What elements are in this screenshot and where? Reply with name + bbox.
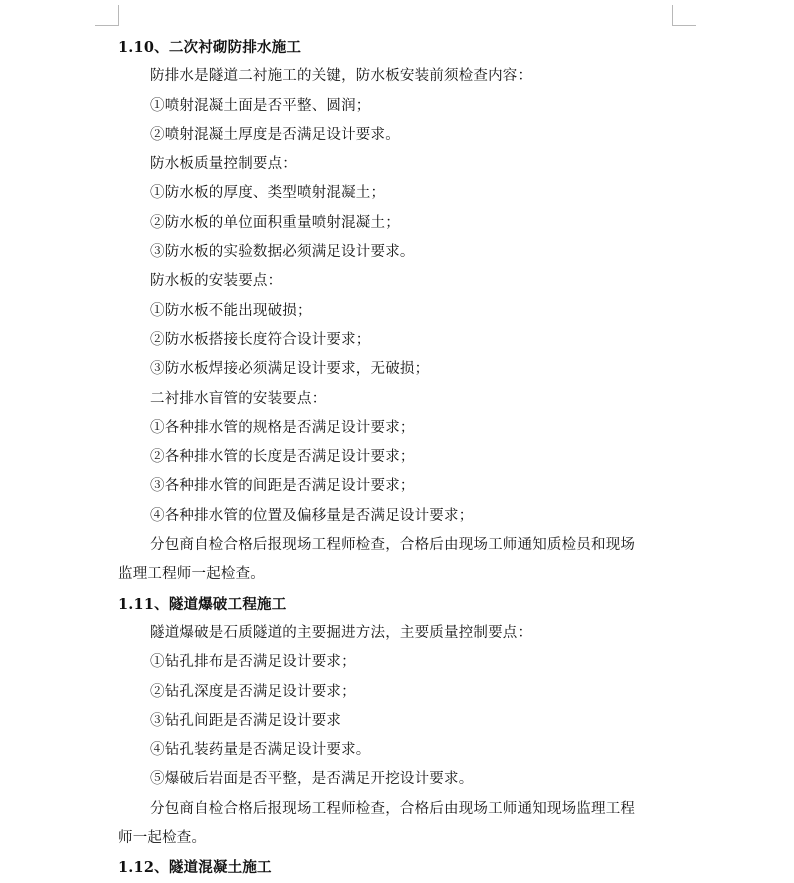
paragraph-line: ②各种排水管的长度是否满足设计要求； (150, 449, 415, 466)
closing-paragraph (118, 531, 678, 590)
crop-mark-top-right-vertical (672, 5, 673, 26)
section-heading: 1.12、隧道混凝土施工 (118, 859, 272, 877)
paragraph-line: 隧道爆破是石质隧道的主要掘进方法，主要质量控制要点： (150, 624, 533, 641)
paragraph-line: ③钻孔间距是否满足设计要求 (150, 712, 342, 729)
closing-paragraph-line-1: 分包商自检合格后报现场工程师检查，合格后由现场工师通知质检员和现场 (150, 537, 636, 554)
paragraph-line: ②防水板的单位面积重量喷射混凝土； (150, 214, 400, 231)
paragraph-line: ②防水板搭接长度符合设计要求； (150, 331, 371, 348)
crop-mark-top-left-horizontal (95, 25, 119, 26)
paragraph-line: ①防水板的厚度、类型喷射混凝土； (150, 185, 386, 202)
crop-mark-top-right-horizontal (672, 25, 696, 26)
closing-paragraph-line-2: 师一起检查。 (118, 830, 207, 847)
paragraph-line: ②钻孔深度是否满足设计要求； (150, 683, 356, 700)
paragraph-line: ①各种排水管的规格是否满足设计要求； (150, 419, 415, 436)
paragraph-line: ②喷射混凝土厚度是否满足设计要求。 (150, 126, 400, 143)
closing-paragraph-line-1: 分包商自检合格后报现场工程师检查，合格后由现场工师通知现场监理工程 (150, 800, 636, 817)
paragraph-line: ④各种排水管的位置及偏移量是否满足设计要求； (150, 507, 474, 524)
paragraph-line: 防水板的安装要点： (150, 273, 283, 290)
paragraph-line: ①钻孔排布是否满足设计要求； (150, 654, 356, 671)
paragraph-line: ①防水板不能出现破损； (150, 302, 312, 319)
paragraph-line: ③防水板的实验数据必须满足设计要求。 (150, 244, 415, 261)
section-heading: 1.10、二次衬砌防排水施工 (118, 39, 302, 56)
paragraph-line: ③防水板焊接必须满足设计要求，无破损； (150, 361, 430, 378)
paragraph-line: ①喷射混凝土面是否平整、圆润； (150, 97, 371, 114)
paragraph-line: 二衬排水盲管的安装要点： (150, 390, 327, 407)
paragraph-line: 防排水是隧道二衬施工的关键，防水板安装前须检查内容： (150, 68, 533, 85)
document-body (118, 33, 678, 883)
section-heading: 1.11、隧道爆破工程施工 (118, 595, 287, 613)
paragraph-line: ③各种排水管的间距是否满足设计要求； (150, 478, 415, 495)
closing-paragraph-line-2: 监理工程师一起检查。 (118, 566, 265, 583)
paragraph-line: 防水板质量控制要点： (150, 156, 297, 173)
closing-paragraph (118, 795, 678, 854)
crop-mark-top-left-vertical (118, 5, 119, 26)
paragraph-line: ④钻孔装药量是否满足设计要求。 (150, 742, 371, 759)
paragraph-line: ⑤爆破后岩面是否平整，是否满足开挖设计要求。 (150, 771, 474, 788)
